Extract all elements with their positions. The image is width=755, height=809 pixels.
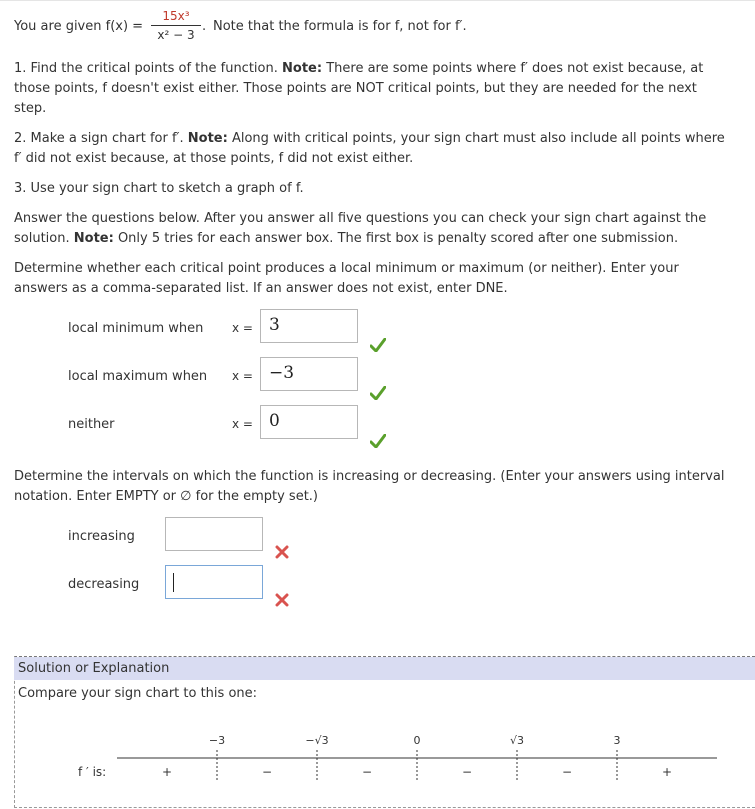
- compare-text: Compare your sign chart to this one:: [18, 686, 258, 701]
- instruction-1-note-label: Note:: [282, 61, 323, 76]
- instruction-2: [14, 129, 729, 169]
- instruction-1-text: 1. Find the critical points of the function.: [14, 61, 278, 76]
- incorrect-icon: [275, 593, 289, 607]
- local-max-input[interactable]: −3: [260, 357, 358, 391]
- instruction-3: 3. Use your sign chart to sketch a graph of f.: [14, 181, 304, 196]
- sign-chart-point-label: −√3: [305, 734, 329, 747]
- sign-chart-sign: −: [361, 765, 373, 779]
- sign-chart-sign: −: [561, 765, 573, 779]
- sign-chart-point-label: √3: [509, 734, 525, 747]
- instruction-1-note: There are some points where f′ does not exist because, at those points, f doesn't exist either. Those points are NOT critical points, but they are needed for the next step.: [14, 61, 704, 116]
- sign-chart-sign: −: [461, 765, 473, 779]
- local-max-label: local maximum when: [68, 369, 208, 384]
- neither-input[interactable]: 0: [260, 405, 358, 439]
- local-min-label: local minimum when: [68, 321, 204, 336]
- top-divider: [0, 0, 755, 1]
- neither-x-label: x =: [232, 417, 253, 431]
- given-prefix: You are given f(x) =: [14, 19, 144, 34]
- sign-chart-point-label: −3: [208, 734, 226, 747]
- text-caret: [173, 573, 174, 592]
- sign-chart-point-label: 3: [613, 734, 621, 747]
- incorrect-icon: [275, 545, 289, 559]
- local-max-x-label: x =: [232, 369, 253, 383]
- instruction-2-note-label: Note:: [187, 131, 228, 146]
- formula-fraction: [151, 9, 201, 45]
- formula-numerator: 15x³: [162, 9, 190, 23]
- fprime-label: f ′ is:: [78, 765, 107, 779]
- interval-prompt: Determine the intervals on which the function is increasing or decreasing. (Enter your answers using interval notation. Enter EMPTY or ∅ for the empty set.): [14, 469, 725, 504]
- answer-instructions: [14, 209, 729, 249]
- instruction-1: [14, 59, 729, 119]
- solution-header[interactable]: Solution or Explanation: [14, 657, 755, 680]
- formula-denominator: x² − 3: [157, 28, 195, 42]
- increasing-input[interactable]: [165, 517, 263, 551]
- neither-label: neither: [68, 417, 115, 432]
- answer-note-label: Note:: [73, 231, 114, 246]
- fraction-bar: [151, 25, 201, 26]
- sign-chart-sign: +: [161, 765, 173, 779]
- check-icon: [370, 338, 386, 352]
- formula-period: .: [202, 19, 207, 34]
- check-icon: [370, 386, 386, 400]
- critical-prompt: Determine whether each critical point produces a local minimum or maximum (or neither). Enter your answers as a comma-separated list. If an answer does not exist, enter DNE.: [14, 261, 679, 296]
- sign-chart-point-label: 0: [413, 734, 421, 747]
- sign-chart-sign: −: [261, 765, 273, 779]
- sign-chart: [0, 700, 755, 800]
- formula-note: Note that the formula is for f, not for f′.: [213, 19, 467, 34]
- check-icon: [370, 434, 386, 448]
- decreasing-input[interactable]: [165, 565, 263, 599]
- local-min-input[interactable]: 3: [260, 309, 358, 343]
- instruction-2-text: 2. Make a sign chart for f′.: [14, 131, 184, 146]
- local-min-x-label: x =: [232, 321, 253, 335]
- instruction-2-note: Along with critical points, your sign chart must also include all points where f′ did not exist because, at those points, f did not exist either.: [14, 131, 725, 166]
- increasing-label: increasing: [68, 529, 135, 544]
- answer-text-a: Answer the questions below. After you answer all five questions you can check your sign chart against the solution.: [14, 211, 707, 246]
- sign-chart-sign: +: [661, 765, 673, 779]
- decreasing-label: decreasing: [68, 577, 140, 592]
- answer-text-b: Only 5 tries for each answer box. The first box is penalty scored after one submission.: [117, 231, 679, 246]
